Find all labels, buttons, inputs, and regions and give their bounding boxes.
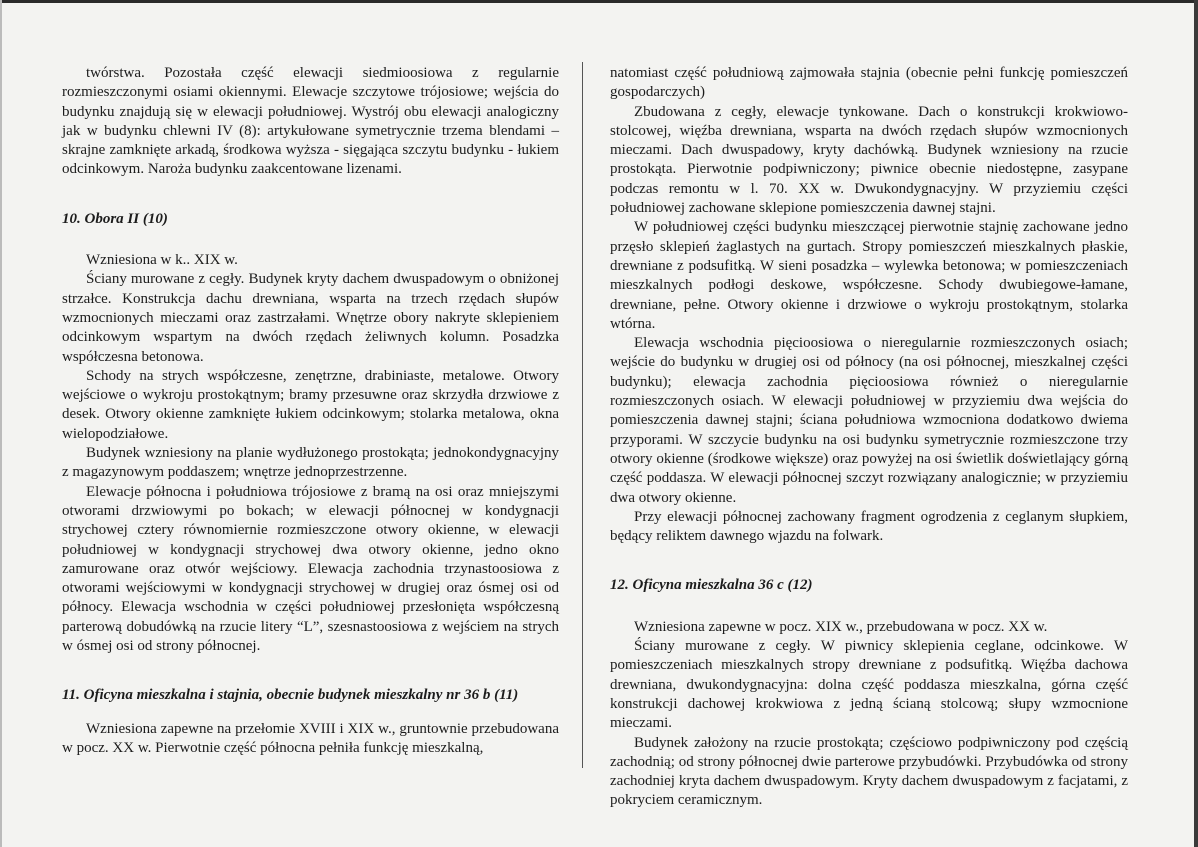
section-12-paragraph: Budynek założony na rzucie prostokąta; częściowo podpiwniczony pod częścią zachodnią; od strony północnej dwie parterowe przybudówki. Przybudówka od strony zachodniej kryta dachem dwuspadowym. Kryty dachem dwuspadowym z facjatami, z pokryciem ceramicznym. <box>610 734 1128 809</box>
section-11-continuation: natomiast część południową zajmowała stajnia (obecnie pełni funkcję pomieszczeń gospodarczych) <box>610 65 1128 101</box>
section-11-paragraph: Elewacja wschodnia pięcioosiowa o nieregularnie rozmieszczonych osiach; wejście do budynku w drugiej osi od północy (na osi północnej, mieszkalnej części budynku); elewacja zachodnia pięcioosiowa również o nieregularnie rozmieszczonych osiach. W elewacji południowej w przyziemiu dwa wejścia do pomieszczenia dawnej stajni; ściana południowa wzmocniona dodatkowo dwiema przyporami. W szczycie budynku na osi budynku symetrycznie rozmieszczone trzy otwory okienne (środkowe większe) oraz powyżej na osi świetlik doświetlający górną część poddasza. W elewacji północnej szczyt rozwiązany analogicznie; w przyziemiu dwa otwory okienne. <box>610 335 1128 506</box>
section-11-paragraph: Wzniesiona zapewne na przełomie XVIII i XIX w., gruntownie przebudowana w pocz. XX w. Pierwotnie część północna pełniła funkcję mieszkalną, <box>62 720 559 756</box>
section-12-paragraph: Ściany murowane z cegły. W piwnicy sklepienia ceglane, odcinkowe. W pomieszczeniach mieszkalnych stropy drewniane z podsufitką. Więźba dachowa drewniana, dwukondygnacyjna: dolna część poddasza mieszkalna, górna część konstrukcji dachowej krokwiowa z jedną ścianą stolcową; słupy wzmocnione mieczami. <box>610 638 1128 732</box>
scan-top-edge <box>0 0 1198 3</box>
section-10-paragraph: Budynek wzniesiony na planie wydłużonego prostokąta; jednokondygnacyjny z magazynowym poddaszem; wnętrze jednoprzestrzenne. <box>62 445 559 481</box>
section-10-paragraph: Elewacje północna i południowa trójosiowe z bramą na osi oraz mniejszymi otworami drzwiowymi po bokach; w elewacji północnej w kondygnacji strychowej cztery równomiernie rozmieszczone otwory okienne, w elewacji południowej w kondygnacji strychowej dwa otwory okienne, jedno okno zamurowane oraz otwór wejściowy. Elewacja zachodnia trzynastoosiowa z otworami wejściowymi w kondygnacji strychowej w drugiej oraz ósmej osi od północy. Elewacja wschodnia w części południowej przesłonięta współczesną parterową dobudówką na rzucie litery “L”, szesnastoosiowa z wejściem na strych w ósmej osi od strony północnej. <box>62 483 559 655</box>
section-11-heading: 11. Oficyna mieszkalna i stajnia, obecnie budynek mieszkalny nr 36 b (11) <box>62 687 519 704</box>
section-11-paragraph: Zbudowana z cegły, elewacje tynkowane. Dach o konstrukcji krokwiowo-stolcowej, więźba drewniana, wsparta na dwóch rzędach słupów wzmocnionych mieczami. Dach dwuspadowy, kryty dachówką. Budynek wzniesiony na rzucie prostokąta. Pierwotnie podpiwniczony; piwnice obecnie niedostępne, zasypane podczas remontu w l. 70. XX w. Dwukondygnacyjny. W przyziemiu części południowej zachowane sklepione pomieszczenia dawnej stajni. <box>610 103 1128 217</box>
section-10-paragraph: Schody na strych współczesne, zenętrzne, drabiniaste, metalowe. Otwory wejściowe o wykroju prostokątnym; bramy przesuwne oraz skrzydła drzwiowe z desek. Otwory okienne zamknięte łukiem odcinkowym; stolarka metalowa, okna wielopodziałowe. <box>62 367 559 442</box>
section-11-paragraph: Przy elewacji północnej zachowany fragment ogrodzenia z ceglanym słupkiem, będący reliktem dawnego wjazdu na folwark. <box>610 508 1128 545</box>
scan-right-edge <box>1194 0 1198 847</box>
scan-left-edge <box>0 0 2 847</box>
column-divider <box>582 62 583 768</box>
left-column <box>62 64 559 758</box>
section-10-paragraph: Ściany murowane z cegły. Budynek kryty dachem dwuspadowym o obniżonej strzałce. Konstrukcja dachu drewniana, wsparta na trzech rzędach słupów wzmocnionych mieczami oraz zastrzałami. Wnętrze obory nakryte sklepieniem odcinkowym wspartym na dwóch rzędach żeliwnych kolumn. Posadzka współczesna betonowa. <box>62 271 559 365</box>
section-12-paragraph: Wzniesiona zapewne w pocz. XIX w., przebudowana w pocz. XX w. <box>634 618 1048 635</box>
section-11-paragraph: W południowej części budynku mieszczącej pierwotnie stajnię zachowane jedno przęsło sklepień żaglastych na gurtach. Stropy pomieszczeń mieszkalnych płaskie, drewniane z podsufitką. W sieni posadzka – wylewka betonowa; w pomieszczeniach mieszkalnych podłogi deskowe, współczesne. Schody dwubiegowe-łamane, drewniane, pełne. Otwory okienne i drzwiowe o wykroju prostokątnym, stolarka wtórna. <box>610 219 1128 332</box>
section-10-paragraph: Wzniesiona w k.. XIX w. <box>86 252 238 269</box>
section-10-heading: 10. Obora II (10) <box>62 210 168 227</box>
section-12-heading: 12. Oficyna mieszkalna 36 c (12) <box>610 577 813 594</box>
right-column <box>610 64 1128 811</box>
intro-paragraph: twórstwa. Pozostała część elewacji siedmioosiowa z regularnie rozmieszczonymi osiami okiennymi. Elewacje szczytowe trójosiowe; wejścia do budynku znajdują się w elewacji południowej. Wystrój obu elewacji analogiczny jak w budynku chlewni IV (8): artykułowane symetrycznie trzema blendami – skrajne zamknięte arkadą, środkowa wyższa - sięgająca szczytu budynku - łukiem odcinkowym. Naroża budynku zaakcentowane lizenami. <box>62 65 559 178</box>
